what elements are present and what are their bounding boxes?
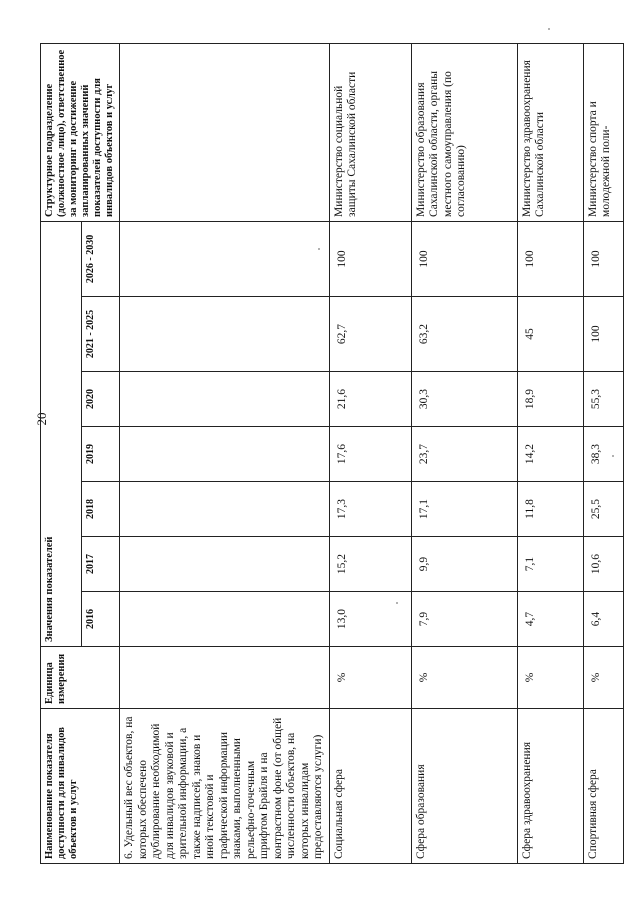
value-cell: 4,7 xyxy=(517,592,583,647)
row-unit: % xyxy=(411,647,517,709)
header-values-group: Значения показателей xyxy=(41,221,82,646)
value-cell: 15,2 xyxy=(329,537,411,592)
value-cell: 100 xyxy=(329,221,411,296)
row-name: Спортивная сфера xyxy=(583,709,623,864)
header-year: 2020 xyxy=(81,372,119,427)
header-year: 2026 - 2030 xyxy=(81,221,119,296)
indicator-title: 6. Удельный вес объектов, на которых обеспечено дублирование необходимой для инвалидов звуковой и зрительной информации, а также надписей, знаков и иной текстовой и графической информации знаками, выполненными рельефно-точечным шрифтом Брайля и на контрастном фоне (от общей численности объектов, на которых инвалидам предоставляются услуги) xyxy=(120,709,330,864)
empty-cell xyxy=(120,221,330,296)
value-cell: 6,4 xyxy=(583,592,623,647)
value-cell: 17,1 xyxy=(411,482,517,537)
empty-cell xyxy=(120,372,330,427)
value-cell: 100 xyxy=(517,221,583,296)
scan-speck xyxy=(318,248,320,250)
row-responsible: Министерство социальной защиты Сахалинской области xyxy=(329,43,411,221)
empty-cell xyxy=(120,43,330,221)
value-cell: 17,6 xyxy=(329,427,411,482)
value-cell: 25,5 xyxy=(583,482,623,537)
header-unit: Единица измерения xyxy=(41,647,120,709)
value-cell: 23,7 xyxy=(411,427,517,482)
value-cell: 100 xyxy=(411,221,517,296)
row-unit: % xyxy=(583,647,623,709)
empty-cell xyxy=(120,647,330,709)
empty-cell xyxy=(120,482,330,537)
value-cell: 14,2 xyxy=(517,427,583,482)
empty-cell xyxy=(120,297,330,372)
value-cell: 55,3 xyxy=(583,372,623,427)
value-cell: 100 xyxy=(583,297,623,372)
empty-cell xyxy=(120,592,330,647)
header-year: 2017 xyxy=(81,537,119,592)
value-cell: 11,8 xyxy=(517,482,583,537)
table-row xyxy=(411,43,517,863)
value-cell: 21,6 xyxy=(329,372,411,427)
value-cell: 45 xyxy=(517,297,583,372)
value-cell: 38,3 xyxy=(583,427,623,482)
row-responsible: Министерство спорта и молодежной поли- xyxy=(583,43,623,221)
empty-cell xyxy=(120,537,330,592)
value-cell: 62,7 xyxy=(329,297,411,372)
value-cell: 63,2 xyxy=(411,297,517,372)
value-cell: 30,3 xyxy=(411,372,517,427)
row-unit: % xyxy=(517,647,583,709)
scan-speck xyxy=(612,455,614,457)
page-number: 20 xyxy=(34,412,49,426)
value-cell: 10,6 xyxy=(583,537,623,592)
row-responsible: Министерство здравоохранения Сахалинской области xyxy=(517,43,583,221)
value-cell: 17,3 xyxy=(329,482,411,537)
value-cell: 7,1 xyxy=(517,537,583,592)
table-row xyxy=(517,43,583,863)
row-unit: % xyxy=(329,647,411,709)
header-year: 2016 xyxy=(81,592,119,647)
value-cell: 7,9 xyxy=(411,592,517,647)
header-year: 2019 xyxy=(81,427,119,482)
value-cell: 9,9 xyxy=(411,537,517,592)
indicators-table xyxy=(40,43,624,864)
value-cell: 18,9 xyxy=(517,372,583,427)
header-name: Наименование показателя доступности для инвалидов объектов и услуг xyxy=(41,709,120,864)
empty-cell xyxy=(120,427,330,482)
row-name: Социальная сфера xyxy=(329,709,411,864)
scan-speck xyxy=(548,28,550,30)
header-responsible: Структурное подразделение (должностное лицо), ответственное за мониторинг и достижение запланированных значений показателей доступности для инвалидов объектов и услуг xyxy=(41,43,120,221)
rotated-table-container xyxy=(40,44,612,864)
header-year: 2021 - 2025 xyxy=(81,297,119,372)
value-cell: 13,0 xyxy=(329,592,411,647)
row-responsible: Министерство образования Сахалинской области, органы местного самоуправления (по согласованию) xyxy=(411,43,517,221)
header-year: 2018 xyxy=(81,482,119,537)
row-name: Сфера образования xyxy=(411,709,517,864)
value-cell: 100 xyxy=(583,221,623,296)
row-name: Сфера здравоохранения xyxy=(517,709,583,864)
indicator-row xyxy=(120,43,330,863)
scan-speck xyxy=(396,602,398,604)
table-row xyxy=(583,43,623,863)
table-row xyxy=(329,43,411,863)
